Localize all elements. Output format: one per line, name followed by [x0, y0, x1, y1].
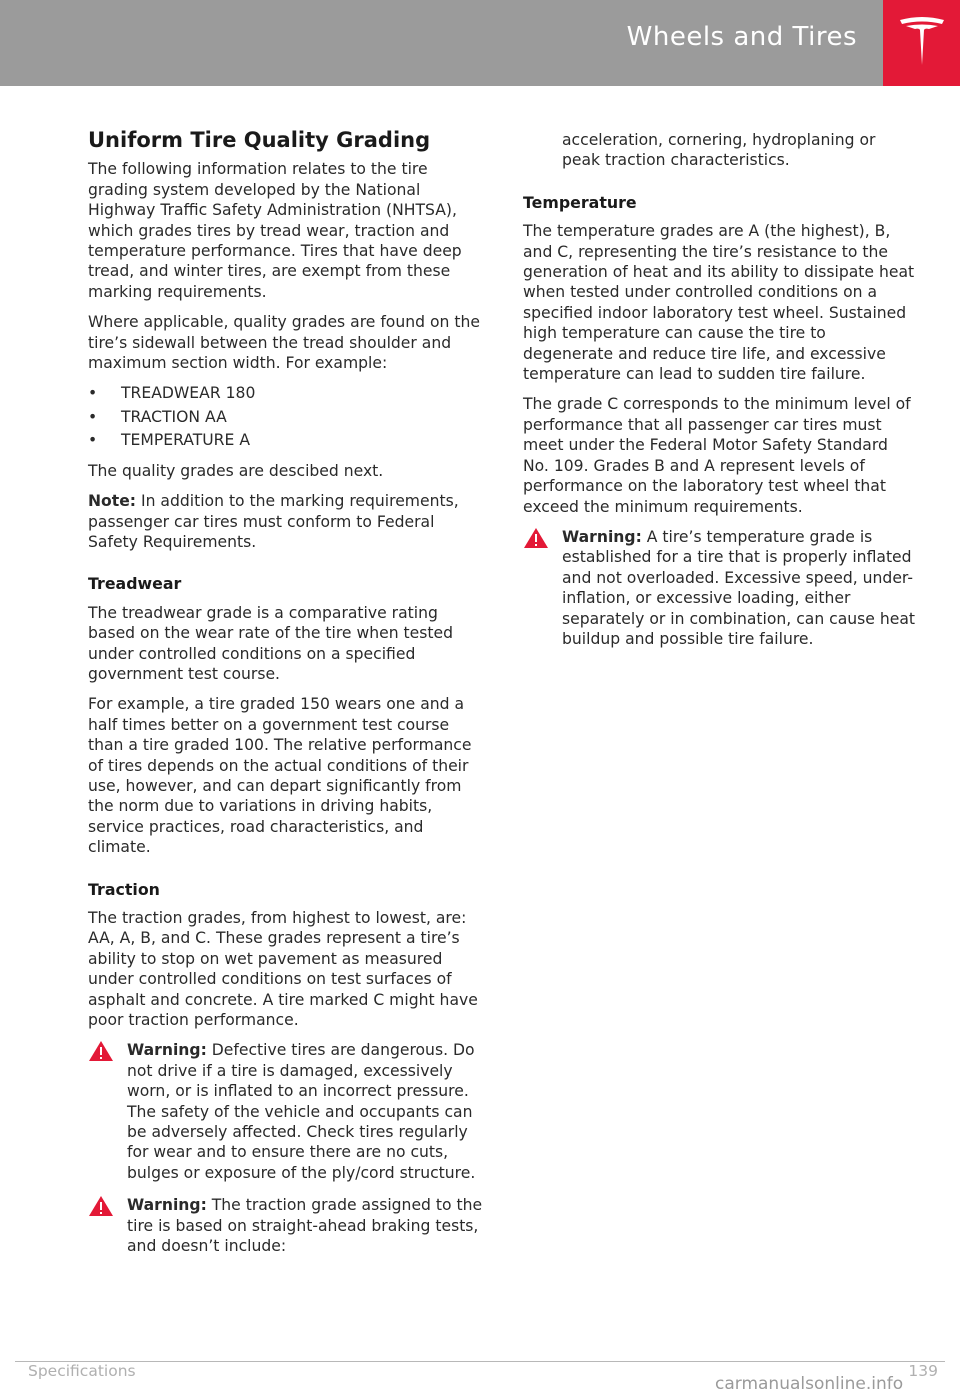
- warning-text: The traction grade assigned to the tire is based on straight-ahead braking tests, and doesn’t include:: [127, 1196, 483, 1256]
- warning-triangle-icon: [523, 527, 549, 549]
- described-paragraph: The quality grades are descibed next.: [88, 461, 384, 480]
- traction-paragraph: The traction grades, from highest to lowest, are: AA, A, B, and C. These grades represent a tire’s ability to stop on wet pavement as measured under controlled conditions on test surfaces of asphalt and concrete. A tire marked C might have poor traction performance.: [88, 909, 478, 1030]
- page-number: 139: [908, 1362, 938, 1380]
- right-column: [523, 130, 918, 661]
- bullet-icon: •: [88, 431, 98, 450]
- tesla-logo-icon: [897, 15, 947, 67]
- warning-label: Warning:: [562, 527, 642, 546]
- brand-logo-box: [883, 0, 960, 86]
- traction-heading: Traction: [88, 879, 160, 899]
- applicable-paragraph: Where applicable, quality grades are found on the tire’s sidewall between the tread shoulder and maximum section width. For example:: [88, 313, 480, 373]
- bullet-icon: •: [88, 407, 98, 426]
- warning-defective-tires: [88, 1040, 483, 1183]
- treadwear-heading: Treadwear: [88, 574, 182, 594]
- header-bar: [0, 0, 883, 86]
- warning-triangle-icon: [88, 1195, 114, 1217]
- footer-divider: [15, 1361, 945, 1362]
- warning-text: A tire’s temperature grade is established for a tire that is properly inflated and not overloaded. Excessive speed, under-inflation, or excessive loading, either separately or in combination, can cause heat buildup and possible tire failure.: [562, 527, 916, 648]
- list-item: • TRACTION AA: [88, 407, 227, 426]
- footer-section-name: Specifications: [28, 1362, 136, 1380]
- note-paragraph: [88, 491, 483, 552]
- note-label: Note:: [88, 492, 137, 511]
- warning-label: Warning:: [127, 1196, 207, 1215]
- section-title: Wheels and Tires: [626, 22, 857, 52]
- temperature-paragraph-2: The grade C corresponds to the minimum level of performance that all passenger car tires must meet under the Federal Motor Safety Standard No. 109. Grades B and A represent levels of performance on the laboratory test wheel that exceed the minimum requirements.: [523, 395, 911, 516]
- note-text: In addition to the marking requirements, passenger car tires must conform to Federal Safety Requirements.: [88, 492, 459, 551]
- intro-paragraph: The following information relates to the tire grading system developed by the National Highway Traffic Safety Administration (NHTSA), which grades tires by tread wear, traction and temperature performance. Tires that have deep tread, and winter tires, are exempt from these marking requirements.: [88, 160, 462, 301]
- temperature-heading: Temperature: [523, 192, 637, 212]
- warning-traction-grade: [88, 1195, 483, 1256]
- left-column: [88, 130, 483, 1269]
- warning-continuation: acceleration, cornering, hydroplaning or peak traction characteristics.: [562, 131, 876, 170]
- warning-triangle-icon: [88, 1040, 114, 1062]
- watermark-text: carmanualsonline.info: [715, 1374, 904, 1394]
- list-item: • TREADWEAR 180: [88, 384, 256, 403]
- list-item: • TEMPERATURE A: [88, 431, 250, 450]
- bullet-icon: •: [88, 384, 98, 403]
- temperature-paragraph-1: The temperature grades are A (the highest), B, and C, representing the tire’s resistance to the generation of heat and its ability to dissipate heat when tested under controlled conditions on a specified indoor laboratory test wheel. Sustained high temperature can cause the tire to degenerate and reduce tire life, and excessive temperature can lead to sudden tire failure.: [523, 222, 915, 384]
- warning-label: Warning:: [127, 1041, 207, 1060]
- warning-temperature-grade: [523, 527, 918, 649]
- page-heading: Uniform Tire Quality Grading: [88, 128, 431, 152]
- warning-text: Defective tires are dangerous. Do not drive if a tire is damaged, excessively worn, or is inflated to an incorrect pressure. The safety of the vehicle and occupants can be adversely affected. Check tires regularly for wear and to ensure there are no cuts, bulges or exposure of the ply/cord structure.: [127, 1041, 476, 1182]
- treadwear-paragraph-2: For example, a tire graded 150 wears one and a half times better on a government test course than a tire graded 100. The relative performance of tires depends on the actual conditions of their use, however, and can depart significantly from the norm due to variations in driving habits, service practices, road characteristics, and climate.: [88, 695, 472, 857]
- example-list: [88, 383, 483, 450]
- treadwear-paragraph-1: The treadwear grade is a comparative rating based on the wear rate of the tire when tested under controlled conditions on a specified government test course.: [88, 603, 453, 683]
